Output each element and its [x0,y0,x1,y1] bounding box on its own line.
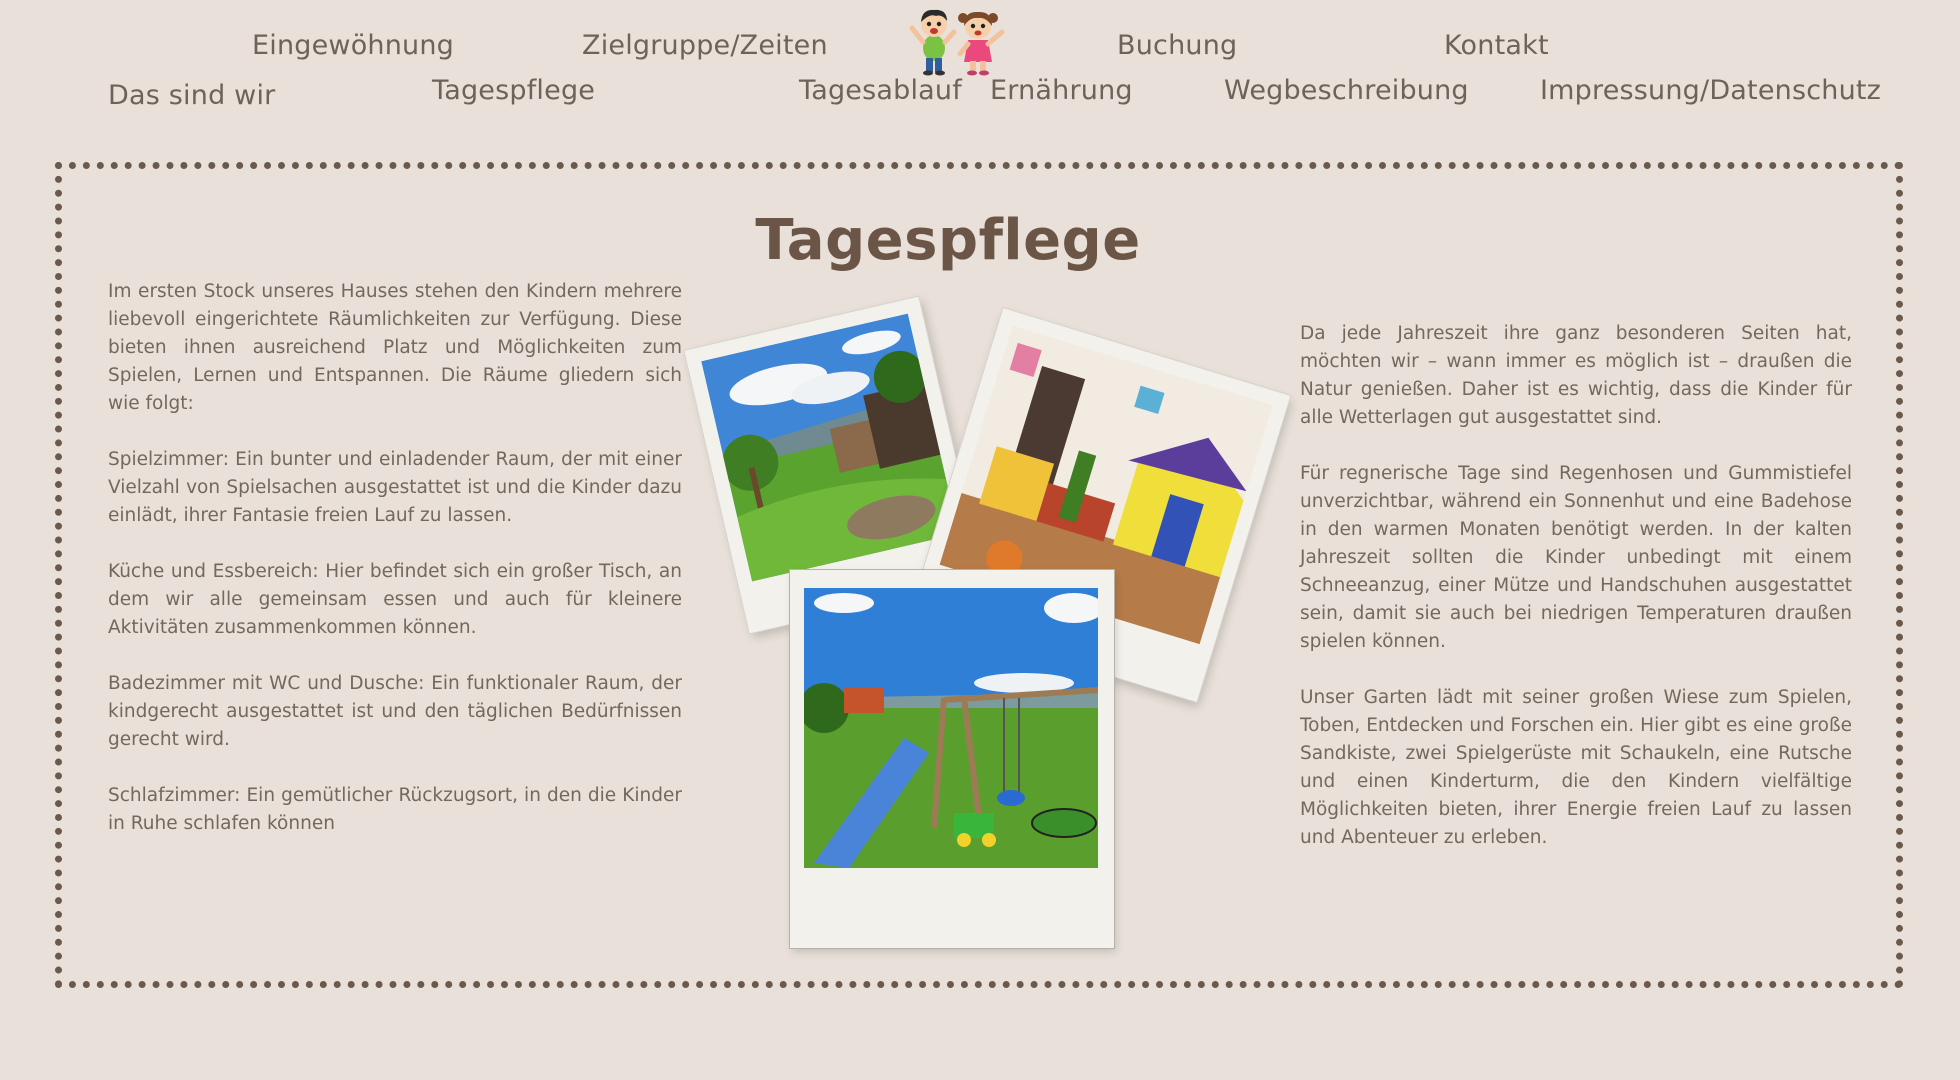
right-text-column [1300,320,1852,880]
nav-eingewoehnung[interactable]: Eingewöhnung [252,30,455,61]
nav-buchung[interactable]: Buchung [1117,30,1238,61]
spielzimmer-paragraph: Spielzimmer: Ein bunter und einladender Raum, der mit einer Vielzahl von Spielsachen ausgestattet ist und die Kinder dazu einlädt, ihrer Fantasie freien Lauf zu lassen. [108,449,682,526]
nav-tagespflege[interactable]: Tagespflege [432,75,596,106]
nav-impressum-datenschutz[interactable]: Impressung/Datenschutz [1540,75,1882,106]
page-title: Tagespflege [755,208,1141,273]
intro-paragraph: Im ersten Stock unseres Hauses stehen den Kindern mehrere liebevoll eingerichtete Räumlichkeiten zur Verfügung. Diese bieten ihnen ausreichend Platz und Möglichkeiten zum Spielen, Lernen und Entspannen. Die Räume gliedern sich wie folgt: [108,281,682,414]
polaroid-playground-photo[interactable] [790,570,1114,948]
nav-tagesablauf[interactable]: Tagesablauf [799,75,962,106]
kleidung-paragraph: Für regnerische Tage sind Regenhosen und Gummistiefel unverzichtbar, während ein Sonnenhut und eine Badehose in den warmen Monaten benötigt werden. In der kalten Jahreszeit sollten die Kinder unbedingt mit einem Schneeanzug, einer Mütze und Handschuhen ausgestattet sein, damit sie auch bei niedrigen Temperaturen draußen spielen können. [1300,463,1852,652]
playground-photo [804,588,1098,868]
nav-das-sind-wir[interactable]: Das sind wir [108,80,276,111]
garten-paragraph: Unser Garten lädt mit seiner großen Wiese zum Spielen, Toben, Entdecken und Forschen ein. Hier gibt es eine große Sandkiste, zwei Spielgerüste mit Schaukeln, eine Rutsche und einen Kinderturm, die den Kindern vielfältige Möglichkeiten bieten, ihrer Energie freien Lauf zu lassen und Abenteuer zu erleben. [1300,687,1852,848]
nav-ernaehrung[interactable]: Ernährung [990,75,1133,106]
garden-photo [701,314,958,582]
children-logo-icon[interactable] [906,6,1010,76]
kueche-paragraph: Küche und Essbereich: Hier befindet sich ein großer Tisch, an dem wir alle gemeinsam essen und auch für kleinere Aktivitäten zusammenkommen können. [108,561,682,638]
nav-zielgruppe-zeiten[interactable]: Zielgruppe/Zeiten [582,30,828,61]
jahreszeiten-paragraph: Da jede Jahreszeit ihre ganz besonderen Seiten hat, möchten wir – wann immer es möglich ist – draußen die Natur genießen. Daher ist es wichtig, dass die Kinder für alle Wetterlagen gut ausgestattet sind. [1300,323,1852,428]
badezimmer-paragraph: Badezimmer mit WC und Dusche: Ein funktionaler Raum, der kindgerecht ausgestattet ist und den täglichen Bedürfnissen gerecht wird. [108,673,682,750]
nav-kontakt[interactable]: Kontakt [1444,30,1549,61]
left-text-column [108,278,682,866]
schlafzimmer-paragraph: Schlafzimmer: Ein gemütlicher Rückzugsort, in den die Kinder in Ruhe schlafen können [108,785,682,834]
nav-wegbeschreibung[interactable]: Wegbeschreibung [1224,75,1469,106]
